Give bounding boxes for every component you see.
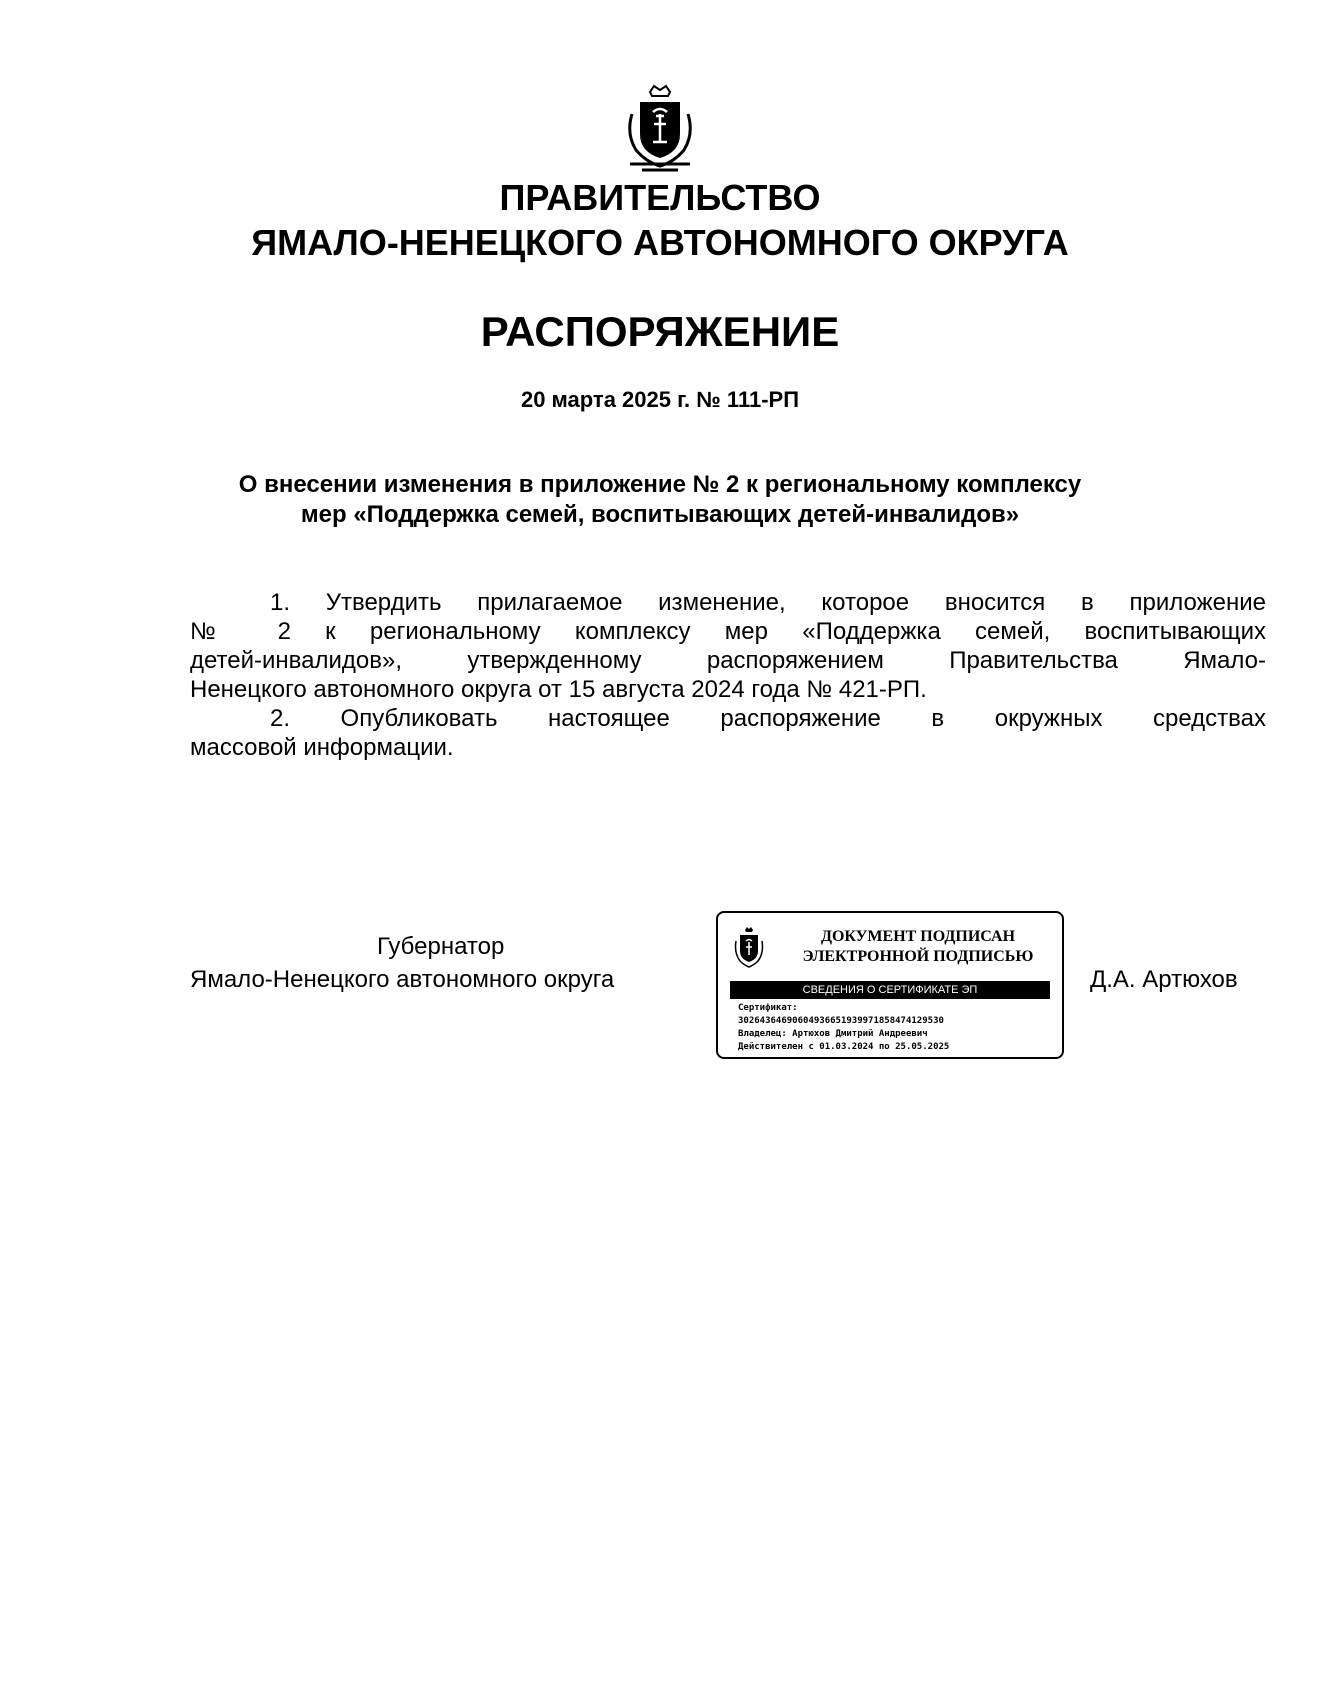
- stamp-heading-line2: ЭЛЕКТРОННОЙ ПОДПИСЬЮ: [802, 948, 1034, 965]
- body-line: массовой информации.: [190, 734, 454, 761]
- body-line: детей-инвалидов», утвержденному распоряжением Правительства Ямало-: [190, 647, 1266, 674]
- body-line: 2. Опубликовать настоящее распоряжение в окружных средствах: [270, 705, 1266, 732]
- coat-of-arms-icon: [620, 84, 700, 176]
- electronic-signature-stamp: [716, 911, 1064, 1059]
- stamp-validity: Действителен с 01.03.2024 по 25.05.2025: [738, 1042, 950, 1052]
- body-line: № 2 к региональному комплексу мер «Поддержка семей, воспитывающих: [190, 618, 1266, 645]
- body-line: 1. Утвердить прилагаемое изменение, которое вносится в приложение: [270, 589, 1266, 616]
- stamp-owner: Владелец: Артюхов Дмитрий Андреевич: [738, 1029, 928, 1039]
- signer-title-line1: Губернатор: [377, 933, 505, 960]
- coat-of-arms-icon: [732, 927, 766, 971]
- stamp-certificate-bar: СВЕДЕНИЯ О СЕРТИФИКАТЕ ЭП: [730, 981, 1050, 999]
- stamp-certificate-number: 30264364690604936651939971858474129530: [738, 1016, 944, 1026]
- signer-title-line2: Ямало-Ненецкого автономного округа: [190, 966, 615, 993]
- document-date-number: 20 марта 2025 г. № 111-РП: [520, 387, 800, 412]
- stamp-heading-line1: ДОКУМЕНТ ПОДПИСАН: [820, 928, 1016, 945]
- government-title-line2: ЯМАЛО-НЕНЕЦКОГО АВТОНОМНОГО ОКРУГА: [251, 222, 1069, 263]
- government-title-line1: ПРАВИТЕЛЬСТВО: [499, 177, 821, 218]
- subject-line2: мер «Поддержка семей, воспитывающих детей-инвалидов»: [300, 501, 1020, 528]
- subject-line1: О внесении изменения в приложение № 2 к региональному комплексу: [238, 471, 1082, 498]
- signer-name: Д.А. Артюхов: [1090, 966, 1238, 993]
- stamp-heading: [788, 927, 1048, 967]
- body-line: Ненецкого автономного округа от 15 августа 2024 года № 421-РП.: [190, 676, 927, 703]
- stamp-certificate-label: Сертификат:: [738, 1003, 798, 1013]
- document-type: РАСПОРЯЖЕНИЕ: [480, 308, 840, 355]
